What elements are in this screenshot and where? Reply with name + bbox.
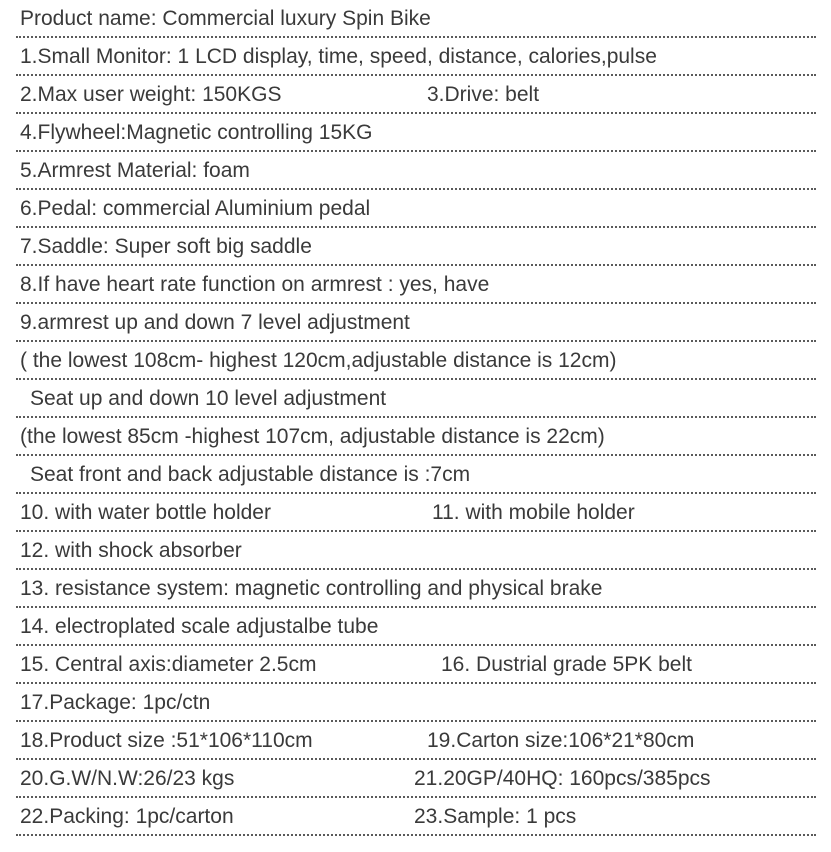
spec-line-package <box>16 684 816 722</box>
spec-line-weights-loading <box>16 760 816 798</box>
spec-text: Seat front and back adjustable distance is :7cm <box>30 463 471 486</box>
spec-text: 13. resistance system: magnetic controlling and physical brake <box>20 577 603 600</box>
spec-text-secondary: 19.Carton size:106*21*80cm <box>427 729 695 752</box>
spec-text: 1.Small Monitor: 1 LCD display, time, speed, distance, calories,pulse <box>20 45 657 68</box>
spec-line-pedal <box>16 190 816 228</box>
spec-text: 7.Saddle: Super soft big saddle <box>20 235 312 258</box>
spec-line-sizes <box>16 722 816 760</box>
spec-text: 17.Package: 1pc/ctn <box>20 691 211 714</box>
spec-text-secondary: 16. Dustrial grade 5PK belt <box>441 653 692 676</box>
spec-text: (the lowest 85cm -highest 107cm, adjustable distance is 22cm) <box>20 425 605 448</box>
spec-line-armrest-range <box>16 342 816 380</box>
spec-text: 5.Armrest Material: foam <box>20 159 250 182</box>
spec-line-flywheel <box>16 114 816 152</box>
spec-title: Product name: Commercial luxury Spin Bike <box>20 7 431 30</box>
spec-line-armrest-material <box>16 152 816 190</box>
spec-line-weight-drive <box>16 76 816 114</box>
spec-text: 18.Product size :51*106*110cm <box>20 729 313 752</box>
spec-text: Seat up and down 10 level adjustment <box>30 387 387 410</box>
spec-text: 15. Central axis:diameter 2.5cm <box>20 653 317 676</box>
spec-text: 10. with water bottle holder <box>20 501 271 524</box>
spec-line-seat-front-back <box>16 456 816 494</box>
spec-line-tube <box>16 608 816 646</box>
spec-line-resistance <box>16 570 816 608</box>
spec-text: 8.If have heart rate function on armrest : yes, have <box>20 273 490 296</box>
spec-text: 22.Packing: 1pc/carton <box>20 805 234 828</box>
spec-line-seat-adjustment <box>16 380 816 418</box>
spec-line-holders <box>16 494 816 532</box>
spec-text: 9.armrest up and down 7 level adjustment <box>20 311 410 334</box>
spec-line-monitor <box>16 38 816 76</box>
spec-text: ( the lowest 108cm- highest 120cm,adjustable distance is 12cm) <box>20 349 617 372</box>
spec-text-secondary: 21.20GP/40HQ: 160pcs/385pcs <box>414 767 711 790</box>
spec-line-shock-absorber <box>16 532 816 570</box>
spec-text: 20.G.W/N.W:26/23 kgs <box>20 767 235 790</box>
spec-text: 2.Max user weight: 150KGS <box>20 83 282 106</box>
spec-line-heart-rate <box>16 266 816 304</box>
spec-title-row <box>16 0 816 38</box>
spec-line-packing-sample <box>16 798 816 836</box>
spec-line-saddle <box>16 228 816 266</box>
spec-text: 14. electroplated scale adjustalbe tube <box>20 615 379 638</box>
spec-text-secondary: 23.Sample: 1 pcs <box>414 805 577 828</box>
spec-text-secondary: 11. with mobile holder <box>432 501 635 524</box>
spec-text: 4.Flywheel:Magnetic controlling 15KG <box>20 121 373 144</box>
spec-line-seat-range <box>16 418 816 456</box>
spec-text-secondary: 3.Drive: belt <box>427 83 540 106</box>
spec-text: 6.Pedal: commercial Aluminium pedal <box>20 197 371 220</box>
spec-line-axis-belt <box>16 646 816 684</box>
spec-line-armrest-adjustment <box>16 304 816 342</box>
spec-text: 12. with shock absorber <box>20 539 242 562</box>
